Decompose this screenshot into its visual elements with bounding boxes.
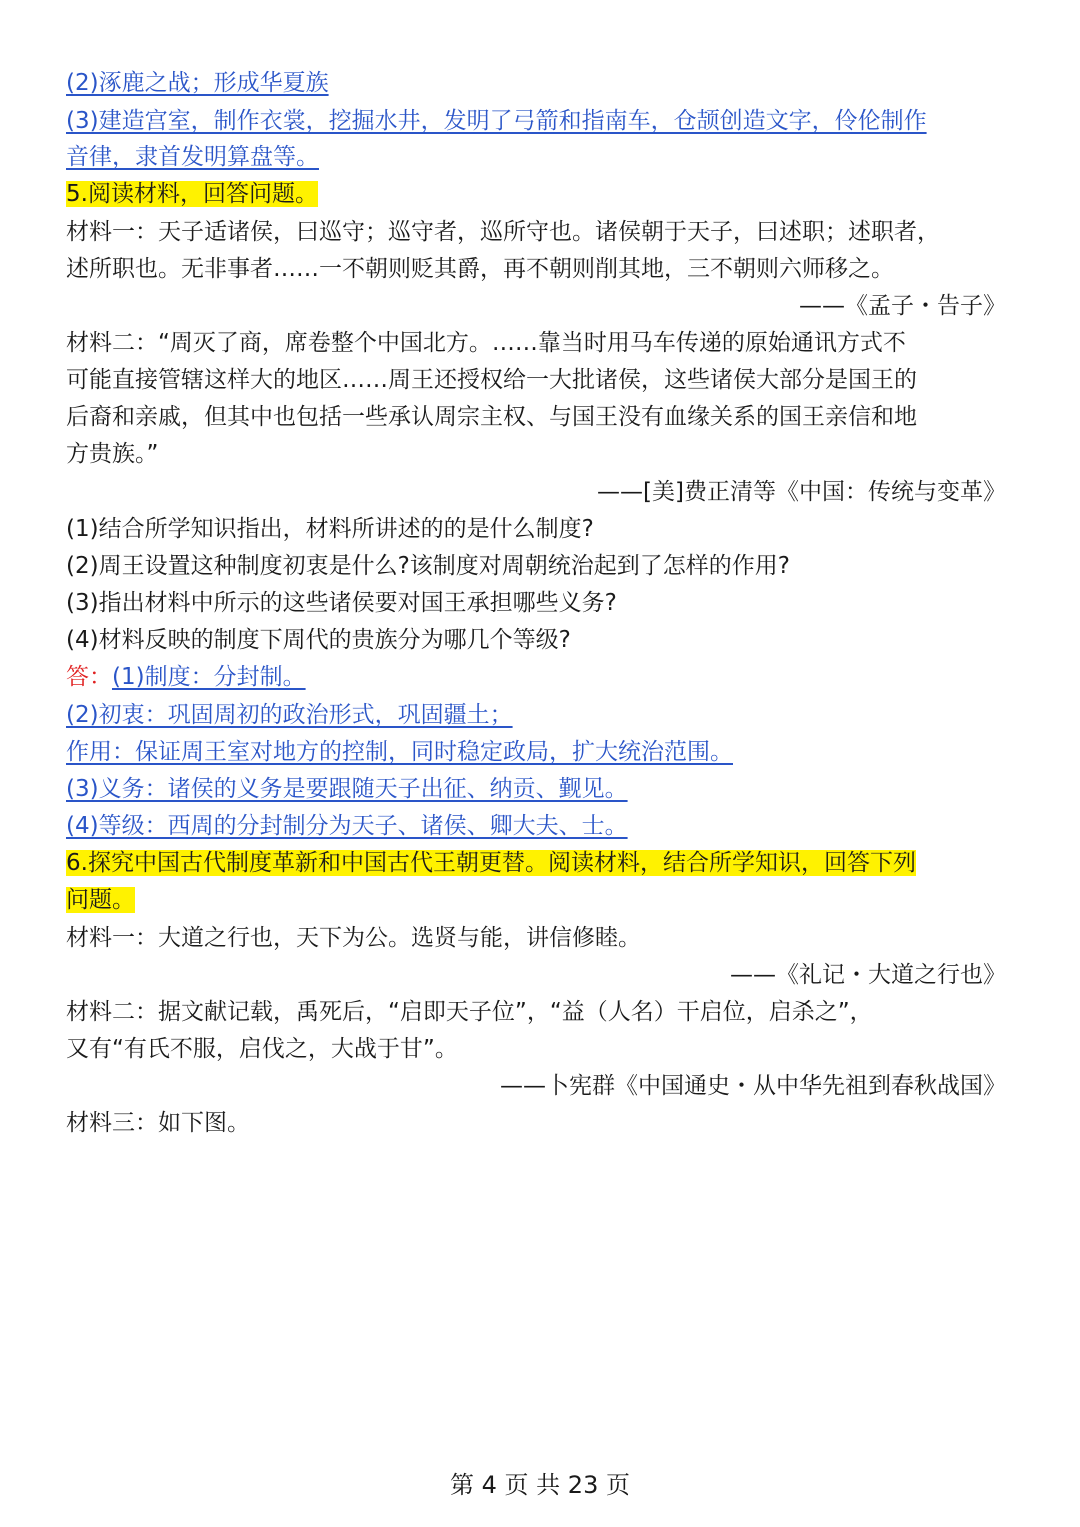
q6-material2-line1: 材料二：据文献记载，禹死后，“启即天子位”，“益（人名）干启位，启杀之”，: [66, 999, 873, 1025]
question-6-heading-text-1: 6.探究中国古代制度革新和中国古代王朝更替。阅读材料，结合所学知识，回答下列: [66, 850, 916, 876]
q6-material2-line2: 又有“有氏不服，启伐之，大战于甘”。: [66, 1036, 458, 1062]
q5-answer-2: (2)初衷：巩固周初的政治形式，巩固疆土；: [66, 702, 513, 728]
question-6-heading-text-2: 问题。: [66, 887, 135, 913]
question-5-heading-text: 5.阅读材料，回答问题。: [66, 181, 318, 207]
q5-question-1: (1)结合所学知识指出，材料所讲述的的是什么制度?: [66, 516, 594, 542]
q5-material1-source: ——《孟子・告子》: [799, 293, 1006, 319]
q6-material1-source: ——《礼记・大道之行也》: [730, 962, 1006, 988]
q5-material2-source: ——[美]费正清等《中国：传统与变革》: [597, 479, 1006, 505]
answer-3-line2: 音律，隶首发明算盘等。: [66, 144, 319, 170]
q5-material1-line2: 述所职也。无非事者……一不朝则贬其爵，再不朝则削其地，三不朝则六师移之。: [66, 256, 894, 282]
question-5-heading: [66, 179, 318, 209]
q5-material1-line1: 材料一：天子适诸侯，曰巡守；巡守者，巡所守也。诸侯朝于天子，曰述职；述职者，: [66, 219, 940, 245]
q5-question-2: (2)周王设置这种制度初衷是什么?该制度对周朝统治起到了怎样的作用?: [66, 553, 790, 579]
q5-answer-2b: 作用：保证周王室对地方的控制，同时稳定政局，扩大统治范围。: [66, 739, 733, 765]
q6-material3: 材料三：如下图。: [66, 1110, 250, 1136]
question-6-heading-line1: [66, 848, 916, 878]
q5-material2-line1: 材料二：“周灭了商，席卷整个中国北方。……靠当时用马车传递的原始通讯方式不: [66, 330, 906, 356]
q5-answer-row-1: [66, 662, 306, 692]
q5-answer-1: (1)制度：分封制。: [112, 664, 306, 690]
q5-question-3: (3)指出材料中所示的这些诸侯要对国王承担哪些义务?: [66, 590, 617, 616]
q5-question-4: (4)材料反映的制度下周代的贵族分为哪几个等级?: [66, 627, 571, 653]
question-6-heading-line2: [66, 885, 135, 915]
answer-2: (2)涿鹿之战；形成华夏族: [66, 70, 329, 96]
page-number-footer: 第 4 页 共 23 页: [450, 1471, 630, 1499]
q5-material2-line3: 后裔和亲戚，但其中也包括一些承认周宗主权、与国王没有血缘关系的国王亲信和地: [66, 404, 917, 430]
q5-answer-3: (3)义务：诸侯的义务是要跟随天子出征、纳贡、觐见。: [66, 776, 628, 802]
q6-material2-source: ——卜宪群《中国通史・从中华先祖到春秋战国》: [500, 1073, 1006, 1099]
answer-3-line1: (3)建造宫室，制作衣裳，挖掘水井，发明了弓箭和指南车，仓颉创造文字，伶伦制作: [66, 108, 927, 134]
q5-material2-line2: 可能直接管辖这样大的地区……周王还授权给一大批诸侯，这些诸侯大部分是国王的: [66, 367, 917, 393]
q5-answer-4: (4)等级：西周的分封制分为天子、诸侯、卿大夫、士。: [66, 813, 628, 839]
q6-material1: 材料一：大道之行也，天下为公。选贤与能，讲信修睦。: [66, 925, 641, 951]
q5-material2-line4: 方贵族。”: [66, 441, 159, 467]
answer-label: 答：: [66, 664, 112, 690]
